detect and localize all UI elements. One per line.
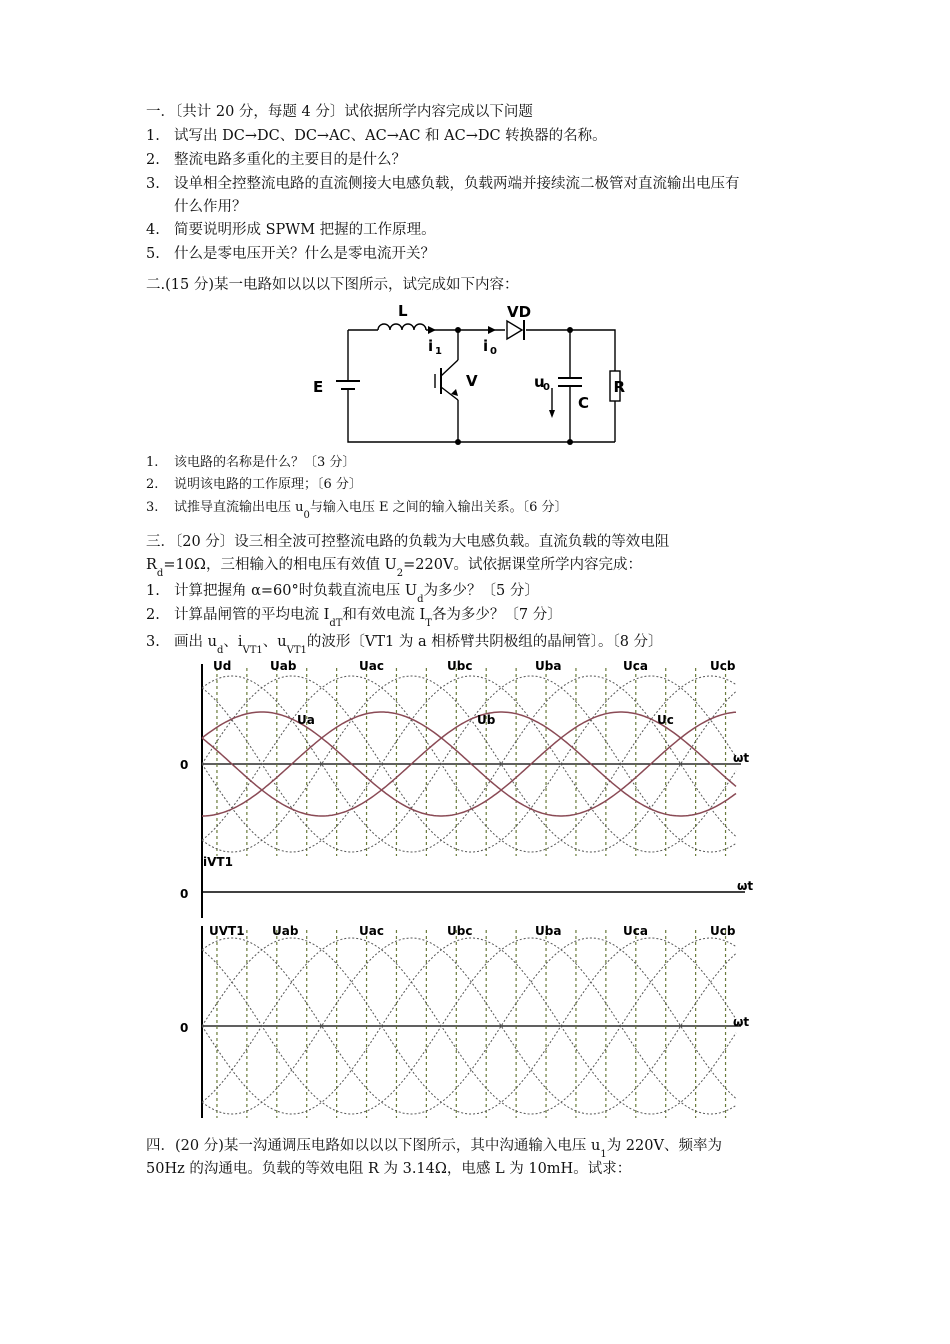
section3-item-3: 3. 画出 $u_d$、$i_{VT1}$、$u_{VT1}$的波形〔VT1 为 a 相桥臂共阴极组的晶闸管〕。〔8 分〕	[146, 634, 663, 656]
section1-item-3: 3. 设单相全控整流电路的直流侧接大电感负载，负载两端并接续流二极管对直流输出电压有	[146, 176, 740, 192]
section1-item-2: 2. 整流电路多重化的主要目的是什么？	[146, 152, 406, 168]
label-uac-top: Uac	[359, 659, 384, 673]
section1-item-3-cont: 什么作用？	[174, 199, 247, 215]
label-uca-bottom: Uca	[623, 924, 648, 938]
section2-item-1: 1. 该电路的名称是什么？〔3 分〕	[146, 455, 356, 470]
label-C: C	[578, 394, 590, 412]
section4-line2: 50Hz 的沟通电。负载的等效电阻 R 为 3.14Ω，电感 L 为 10mH。试求：	[146, 1161, 632, 1177]
label-uc: Uc	[657, 713, 674, 727]
boost-circuit-diagram	[300, 296, 630, 448]
section1-item-5: 5. 什么是零电压开关？什么是零电流开关？	[146, 246, 435, 262]
label-ubc-bottom: Ubc	[447, 924, 473, 938]
section1-item-4: 4. 简要说明形成 SPWM 把握的工作原理。	[146, 222, 436, 238]
label-ud: Ud	[213, 659, 232, 673]
label-uvt1: UVT1	[209, 924, 245, 938]
label-ubc-top: Ubc	[447, 659, 473, 673]
label-E: E	[313, 378, 324, 396]
section1-title: 一．〔共计 20 分，每题 4 分〕试依据所学内容完成以下问题	[146, 104, 533, 120]
label-i0: i	[483, 337, 489, 355]
label-uca-top: Uca	[623, 659, 648, 673]
label-uba-bottom: Uba	[535, 924, 562, 938]
section2-item-3: 3. 试推导直流输出电压 $u_0$与输入电压 E 之间的输入输出关系。〔6 分〕	[146, 500, 568, 521]
label-ucb-bottom: Ucb	[710, 924, 736, 938]
svg-text:0: 0	[543, 382, 550, 393]
svg-text:1: 1	[435, 346, 442, 357]
label-uba-top: Uba	[535, 659, 562, 673]
label-VD: VD	[507, 303, 532, 321]
omega-t-label-mid: ωt	[737, 879, 754, 893]
label-i1: i	[428, 337, 434, 355]
omega-t-label-top: ωt	[733, 751, 750, 765]
svg-text:0: 0	[490, 346, 497, 357]
section3-item-2: 2. 计算晶闸管的平均电流 $I_{dT}$和有效电流 $I_T$各为多少？〔7 分〕	[146, 607, 562, 629]
section2-title: 二.(15 分)某一电路如以以以下图所示，试完成如下内容：	[146, 277, 519, 293]
section3-line1: 三．〔20 分〕设三相全波可控整流电路的负载为大电感负载。直流负载的等效电阻	[146, 534, 670, 550]
three-phase-waveform-figure	[175, 656, 765, 1126]
label-uab-top: Uab	[270, 659, 297, 673]
section3-line2: $R_d=10\Omega$，三相输入的相电压有效值 $U_2=220V$。试依据课堂所学内容完成：	[146, 557, 642, 579]
label-R: R	[613, 378, 625, 396]
label-ivt1: iVT1	[203, 855, 233, 869]
omega-t-label-bottom: ωt	[733, 1015, 750, 1029]
label-ucb-top: Ucb	[710, 659, 736, 673]
label-uac-bottom: Uac	[359, 924, 384, 938]
section2-item-2: 2. 说明该电路的工作原理；〔6 分〕	[146, 477, 362, 492]
zero-label-top: 0	[180, 758, 189, 772]
zero-label-bottom: 0	[180, 1021, 189, 1035]
label-ua: Ua	[297, 713, 315, 727]
label-V: V	[466, 372, 478, 390]
label-uab-bottom: Uab	[272, 924, 299, 938]
label-u0: u	[534, 373, 545, 391]
section1-item-1: 1. 试写出 DC→DC、DC→AC、AC→AC 和 AC→DC 转换器的名称。	[146, 128, 607, 144]
section3-item-1: 1. 计算把握角 α=60°时负载直流电压 $U_d$为多少？〔5 分〕	[146, 583, 539, 605]
zero-label-mid: 0	[180, 887, 189, 901]
label-L: L	[398, 302, 408, 320]
label-ub: Ub	[477, 713, 496, 727]
section4-line1: 四．(20 分)某一沟通调压电路如以以以下图所示，其中沟通输入电压 $u_1$为 220V、频率为	[146, 1138, 722, 1160]
